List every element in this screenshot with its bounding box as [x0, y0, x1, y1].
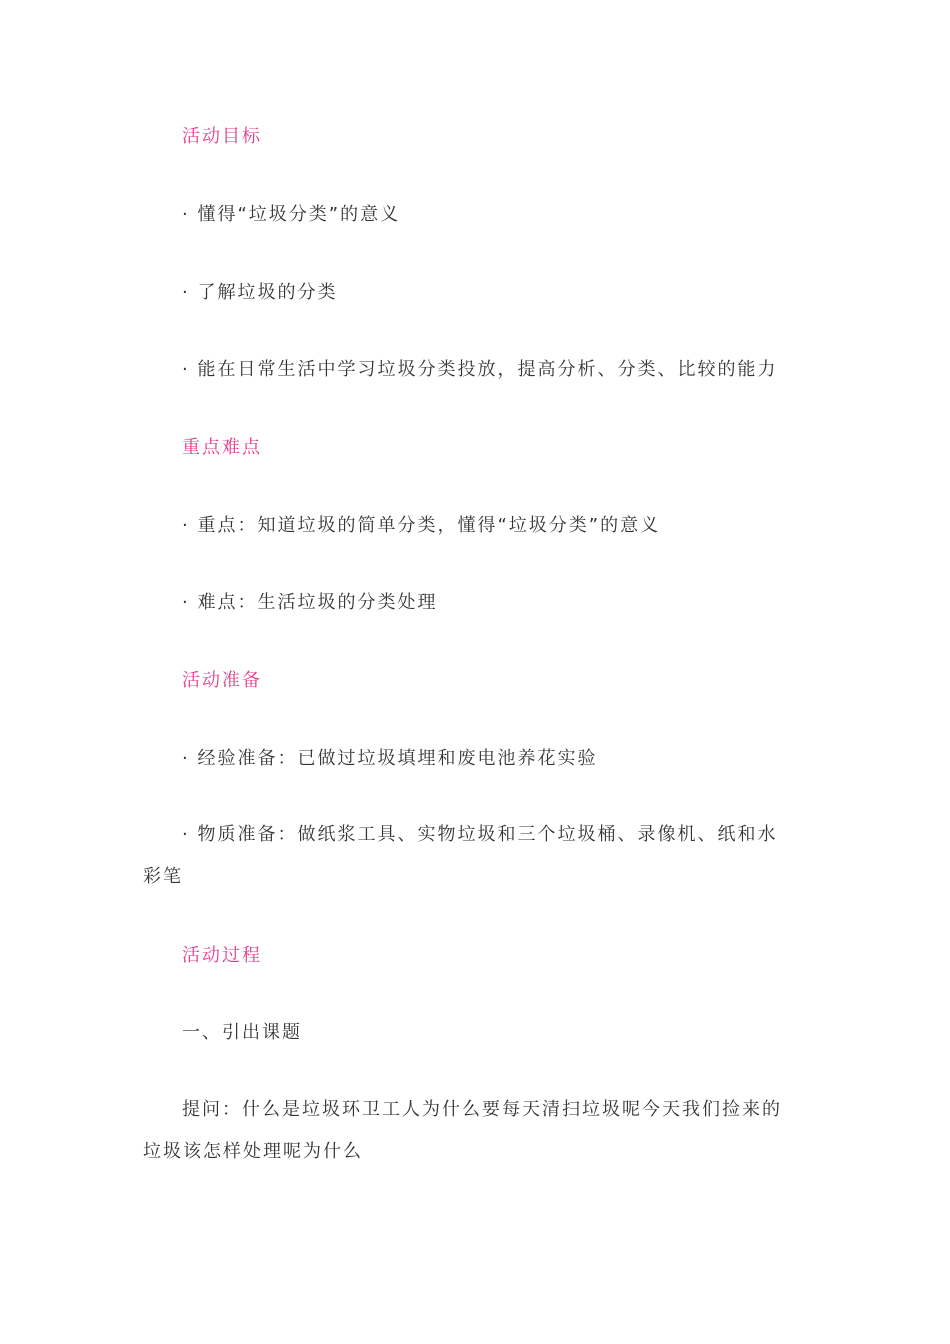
heading-key-points: 重点难点	[182, 437, 262, 458]
process-question: 提问：什么是垃圾环卫工人为什么要每天清扫垃圾呢今天我们捡来的垃圾该怎样处理呢为什么	[143, 1099, 782, 1162]
process-step-1: 一、引出课题	[182, 1022, 302, 1043]
key-point-item-1: · 重点：知道垃圾的简单分类，懂得“垃圾分类”的意义	[182, 515, 661, 536]
preparation-item-2: · 物质准备：做纸浆工具、实物垃圾和三个垃圾桶、录像机、纸和水彩笔	[143, 824, 778, 887]
key-point-item-2: · 难点：生活垃圾的分类处理	[182, 592, 438, 613]
goal-item-1: · 懂得“垃圾分类”的意义	[182, 204, 401, 225]
goal-item-2: · 了解垃圾的分类	[182, 282, 338, 303]
heading-preparation: 活动准备	[182, 670, 262, 691]
heading-activity-goals: 活动目标	[182, 126, 262, 147]
preparation-item-1: · 经验准备：已做过垃圾填埋和废电池养花实验	[182, 748, 598, 769]
heading-process: 活动过程	[182, 945, 262, 966]
goal-item-3: · 能在日常生活中学习垃圾分类投放，提高分析、分类、比较的能力	[182, 359, 778, 380]
